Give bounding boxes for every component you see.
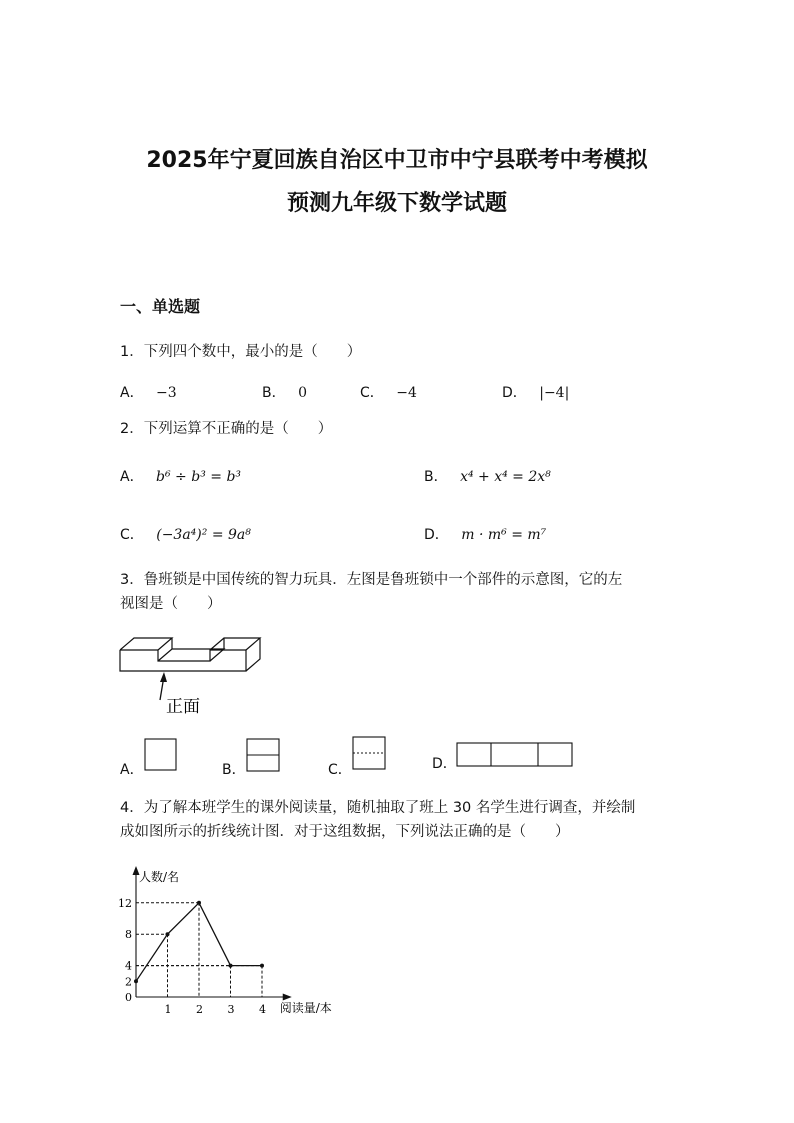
y-tick-label: 8 (125, 928, 132, 942)
q1-option-c[interactable] (360, 382, 417, 402)
x-axis-label: 阅读量/本 (279, 1001, 332, 1015)
question-4-stem-line2: 成如图所示的折线统计图．对于这组数据，下列说法正确的是（ ） (120, 824, 570, 840)
section-heading: 一、单选题 (120, 297, 201, 316)
option-label: C． (360, 385, 384, 401)
arrow-head (160, 672, 167, 682)
option-label: B． (424, 469, 448, 485)
option-label: C． (328, 762, 352, 778)
front-label: 正面 (166, 697, 200, 717)
x-tick-label: 3 (227, 1003, 235, 1016)
paper-title-line2: 预测九年级下数学试题 (286, 191, 507, 216)
reading-line-chart (112, 860, 352, 1020)
q2-option-a[interactable] (120, 466, 241, 486)
question-1-stem: 1．下列四个数中，最小的是（ ） (120, 344, 362, 360)
right-side (246, 638, 260, 671)
option-value: 0 (298, 385, 307, 401)
option-label: A． (120, 762, 144, 778)
question-2-stem: 2．下列运算不正确的是（ ） (120, 421, 333, 437)
origin-label: 0 (125, 991, 132, 1004)
q1-option-a[interactable] (120, 382, 177, 402)
top-left (120, 638, 172, 650)
y-tick-label: 2 (125, 975, 132, 989)
y-axis-label: 人数/名 (139, 870, 180, 884)
data-point (260, 964, 264, 968)
q3-option-c-figure[interactable] (352, 736, 387, 771)
data-point (134, 979, 138, 983)
question-3-stem-line1: 3．鲁班锁是中国传统的智力玩具．左图是鲁班锁中一个部件的示意图，它的左 (120, 572, 623, 588)
paper-title-line1: 2025年宁夏回族自治区中卫市中宁县联考中考模拟 (146, 148, 648, 173)
option-label: B． (262, 385, 286, 401)
q1-option-b[interactable] (262, 382, 307, 402)
option-value: m · m⁶ = m⁷ (461, 527, 547, 543)
option-label: D． (424, 527, 449, 543)
option-value: −4 (396, 385, 417, 401)
option-label: B． (222, 762, 246, 778)
y-tick-label: 12 (118, 896, 132, 910)
front-face (120, 650, 246, 671)
option-label: A． (120, 469, 144, 485)
option-value: |−4| (539, 385, 570, 401)
q3-option-d-figure[interactable] (456, 742, 574, 768)
x-tick-label: 2 (196, 1003, 203, 1016)
option-label: D． (502, 385, 527, 401)
data-point (229, 964, 233, 968)
option-label: D． (432, 756, 457, 772)
option-value: (−3a⁴)² = 9a⁸ (156, 527, 251, 543)
notch-top (158, 649, 224, 661)
q3-option-a-figure[interactable] (144, 738, 178, 772)
q2-option-c[interactable] (120, 524, 251, 544)
data-point (197, 901, 201, 905)
question-4-stem-line1: 4．为了解本班学生的课外阅读量，随机抽取了班上 30 名学生进行调查，并绘制 (120, 800, 636, 816)
option-label: A． (120, 385, 144, 401)
option-value: b⁶ ÷ b³ = b³ (156, 469, 242, 485)
question-3-stem-line2: 视图是（ ） (120, 596, 222, 612)
q2-option-d[interactable] (424, 524, 546, 544)
option-value: x⁴ + x⁴ = 2x⁸ (460, 469, 551, 485)
x-tick-label: 4 (259, 1003, 266, 1016)
q1-option-d[interactable] (502, 382, 569, 402)
q3-option-b-figure[interactable] (246, 738, 281, 773)
data-point (166, 932, 170, 936)
x-axis-arrow (283, 994, 292, 1001)
y-tick-label: 4 (125, 959, 132, 973)
top-right (210, 638, 260, 650)
option-label: C． (120, 527, 144, 543)
option-value: −3 (156, 385, 177, 401)
luban-lock-figure (114, 630, 274, 720)
q2-option-b[interactable] (424, 466, 551, 486)
x-tick-label: 1 (164, 1003, 172, 1016)
